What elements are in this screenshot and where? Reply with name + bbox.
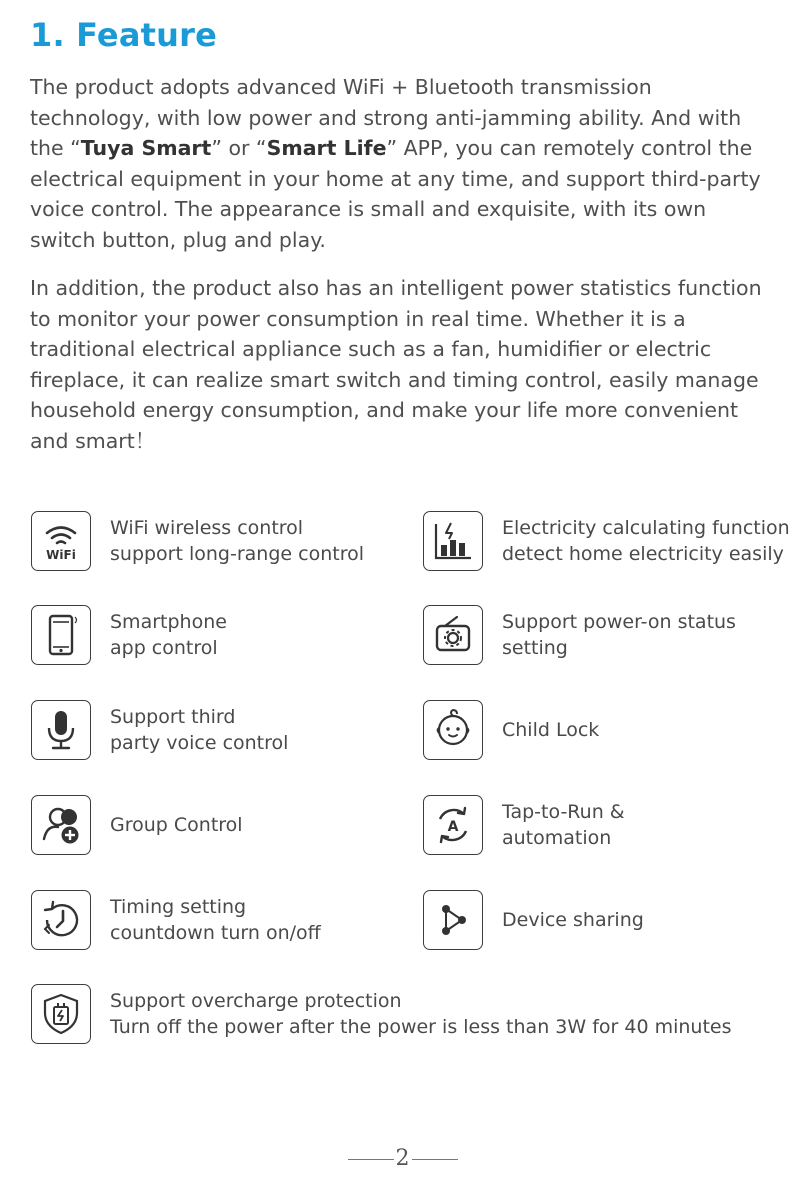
- feature-text: Group Control: [110, 814, 243, 836]
- feature-text: Device sharing: [502, 909, 644, 931]
- feature-text: WiFi wireless control support long-range control: [110, 517, 364, 565]
- microphone-icon: [31, 700, 91, 760]
- app-name-smart-life: Smart Life: [266, 136, 387, 161]
- feature-text: Smartphone app control: [110, 611, 227, 659]
- app-name-tuya: Tuya Smart: [80, 136, 212, 161]
- feature-text: Tap-to-Run & automation: [502, 801, 625, 849]
- wifi-icon: [31, 511, 91, 571]
- feature-text: Support power-on status setting: [502, 611, 736, 659]
- child-face-icon: [423, 700, 483, 760]
- share-icon: [423, 890, 483, 950]
- group-user-icon: [31, 795, 91, 855]
- power-stats-paragraph: In addition, the product also has an intelligent power statistics function to monitor your power consumption in real time. Whether it is a traditional electrical appliance such as a fan, humidifier or electric fireplace, it can realize smart switch and timing control, easily manage household energy consumption, and make your life more convenient and smart！: [30, 276, 762, 453]
- svg-text:A: A: [447, 819, 459, 835]
- bar-chart-icon: [423, 511, 483, 571]
- power-status-icon: [423, 605, 483, 665]
- page-title: 1. Feature: [30, 16, 217, 54]
- feature-text: Electricity calculating function detect home electricity easily: [502, 517, 790, 565]
- svg-text:WiFi: WiFi: [46, 548, 76, 562]
- page-number: 2: [0, 1146, 805, 1171]
- smartphone-icon: [31, 605, 91, 665]
- intro-paragraph: The product adopts advanced WiFi + Bluetooth transmission technology, with low power and strong anti-jamming ability. And with the “Tuya Smart” or “Smart Life” APP, you can remotely control the electrical equipment in your home at any time, and support third-party voice control. The appearance is small and exquisite, with its own switch button, plug and play.: [30, 75, 761, 252]
- timer-icon: [31, 890, 91, 950]
- feature-text: Timing setting countdown turn on/off: [110, 896, 321, 944]
- automation-icon: [423, 795, 483, 855]
- feature-text: Support overcharge protection Turn off the power after the power is less than 3W for 40 minutes: [110, 990, 732, 1038]
- shield-icon: [31, 984, 91, 1044]
- feature-text: Child Lock: [502, 719, 600, 741]
- feature-text: Support third party voice control: [110, 706, 289, 754]
